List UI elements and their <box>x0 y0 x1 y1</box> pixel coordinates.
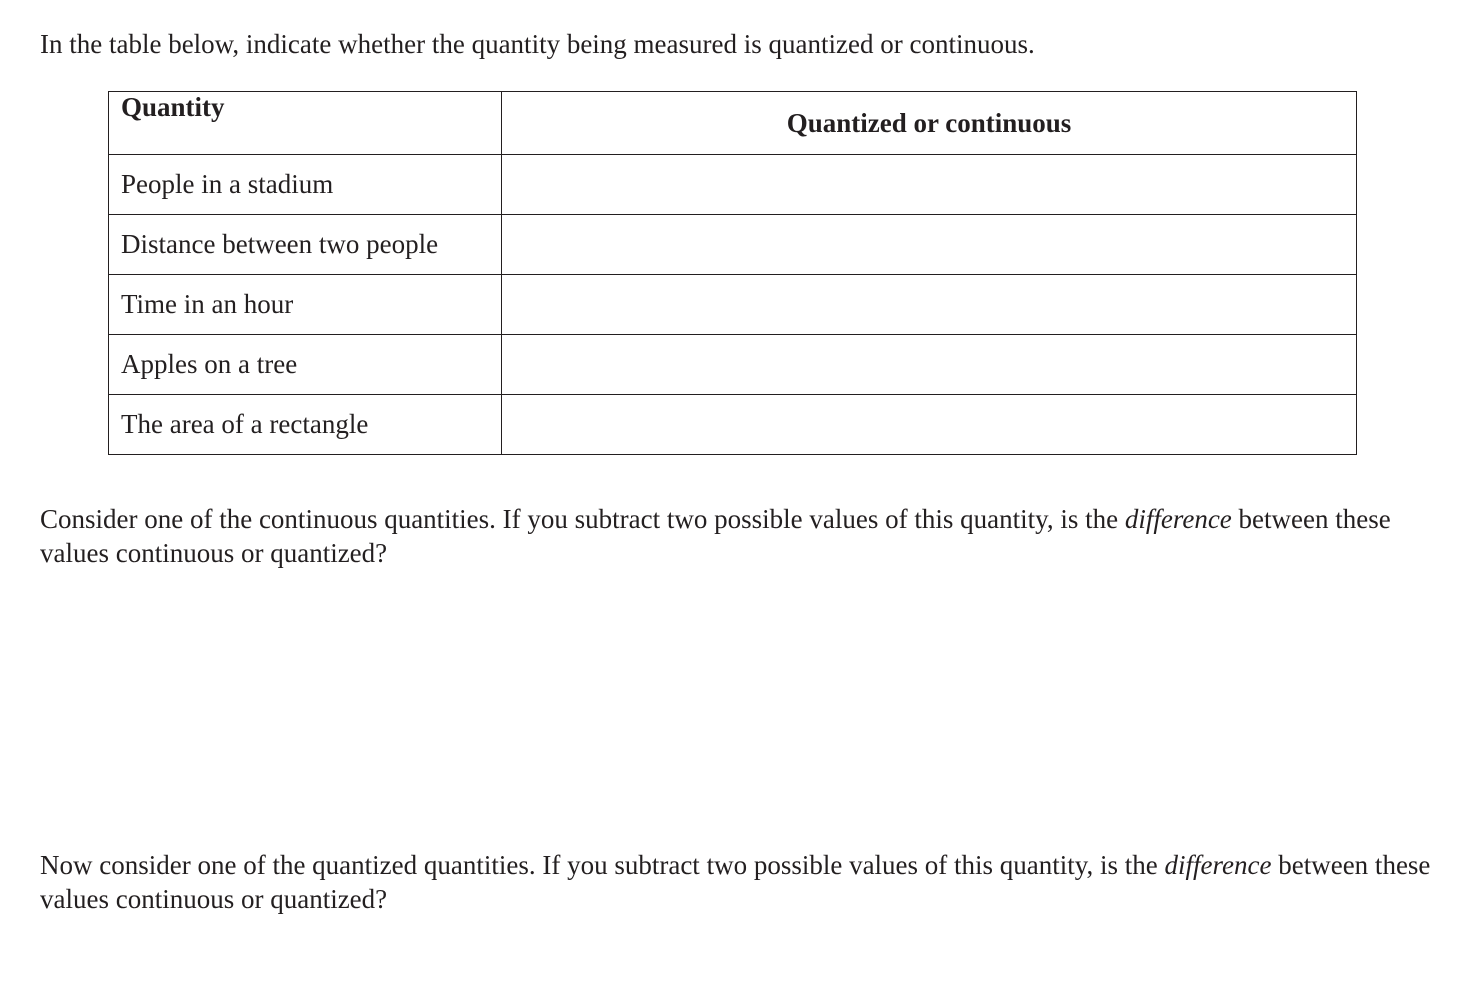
answer-cell[interactable] <box>502 155 1357 215</box>
table-row <box>109 215 1357 275</box>
table-row <box>109 395 1357 455</box>
table-row <box>109 335 1357 395</box>
table-row <box>109 155 1357 215</box>
column-header-quantity: Quantity <box>109 92 502 155</box>
quantity-cell: Apples on a tree <box>109 335 502 395</box>
answer-cell[interactable] <box>502 215 1357 275</box>
emphasis-text: difference <box>1124 504 1232 534</box>
question-text: between these values continuous or quantized? <box>40 850 1431 914</box>
quantity-cell: People in a stadium <box>109 155 502 215</box>
answer-cell[interactable] <box>502 275 1357 335</box>
quantity-cell: The area of a rectangle <box>109 395 502 455</box>
table-header-row <box>109 92 1357 155</box>
quantity-cell: Time in an hour <box>109 275 502 335</box>
table-row <box>109 275 1357 335</box>
answer-cell[interactable] <box>502 335 1357 395</box>
question-continuous-difference <box>40 502 1440 570</box>
question-quantized-difference <box>40 848 1440 916</box>
quantity-table <box>108 91 1357 455</box>
question-text: Consider one of the continuous quantities. If you subtract two possible values of this quantity, is the <box>40 504 1125 534</box>
quantity-cell: Distance between two people <box>109 215 502 275</box>
question-text: between these values continuous or quantized? <box>40 504 1391 568</box>
answer-cell[interactable] <box>502 395 1357 455</box>
emphasis-text: difference <box>1164 850 1272 880</box>
column-header-quantized-or-continuous: Quantized or continuous <box>502 92 1357 155</box>
intro-instruction: In the table below, indicate whether the quantity being measured is quantized or continuous. <box>40 29 1035 59</box>
question-text: Now consider one of the quantized quantities. If you subtract two possible values of this quantity, is the <box>40 850 1165 880</box>
